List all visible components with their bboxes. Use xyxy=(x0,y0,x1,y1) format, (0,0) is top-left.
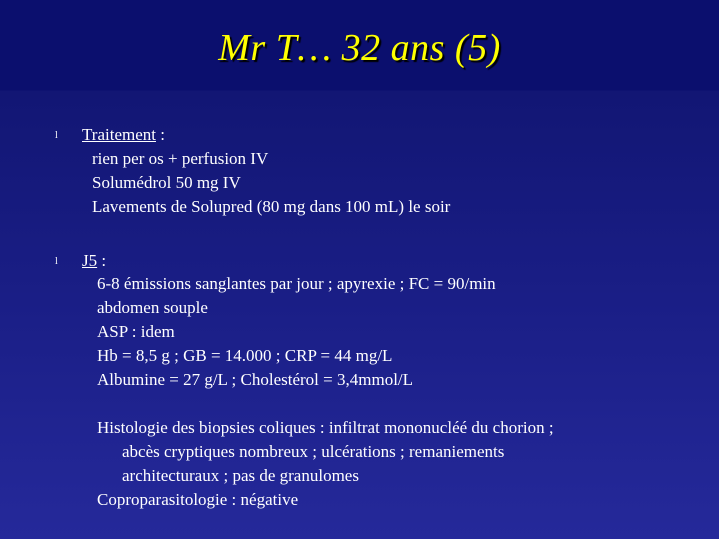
j5-line-7: abcès cryptiques nombreux ; ulcérations ; remaniements xyxy=(122,442,505,461)
heading-j5-suffix: : xyxy=(97,251,107,270)
slide-title: Mr T… 32 ans (5) xyxy=(218,27,501,69)
j5-line-2: abdomen souple xyxy=(97,298,208,317)
heading-traitement-suffix: : xyxy=(155,125,165,144)
j5-line-1: 6-8 émissions sanglantes par jour ; apyrexie ; FC = 90/min xyxy=(97,274,496,293)
j5-line-5: Albumine = 27 g/L ; Cholestérol = 3,4mmol/L xyxy=(97,370,414,389)
j5-line-6: Histologie des biopsies coliques : infiltrat mononucléé du chorion ; xyxy=(97,418,554,437)
traitement-line-1: rien per os + perfusion IV xyxy=(92,149,269,168)
j5-line-4: Hb = 8,5 g ; GB = 14.000 ; CRP = 44 mg/L xyxy=(97,346,393,365)
heading-traitement xyxy=(82,124,165,146)
j5-line-3: ASP : idem xyxy=(97,322,175,341)
heading-traitement-label: Traitement xyxy=(82,125,156,144)
j5-line-8: architecturaux ; pas de granulomes xyxy=(122,466,359,485)
heading-j5-label: J5 xyxy=(82,251,98,270)
bullet-marker-traitement: l xyxy=(55,130,58,141)
traitement-line-2: Solumédrol 50 mg IV xyxy=(92,173,241,192)
j5-line-9: Coproparasitologie : négative xyxy=(97,490,299,509)
bullet-marker-j5: l xyxy=(55,256,58,267)
traitement-line-3: Lavements de Solupred (80 mg dans 100 mL) le soir xyxy=(92,197,451,216)
heading-j5 xyxy=(82,250,106,272)
